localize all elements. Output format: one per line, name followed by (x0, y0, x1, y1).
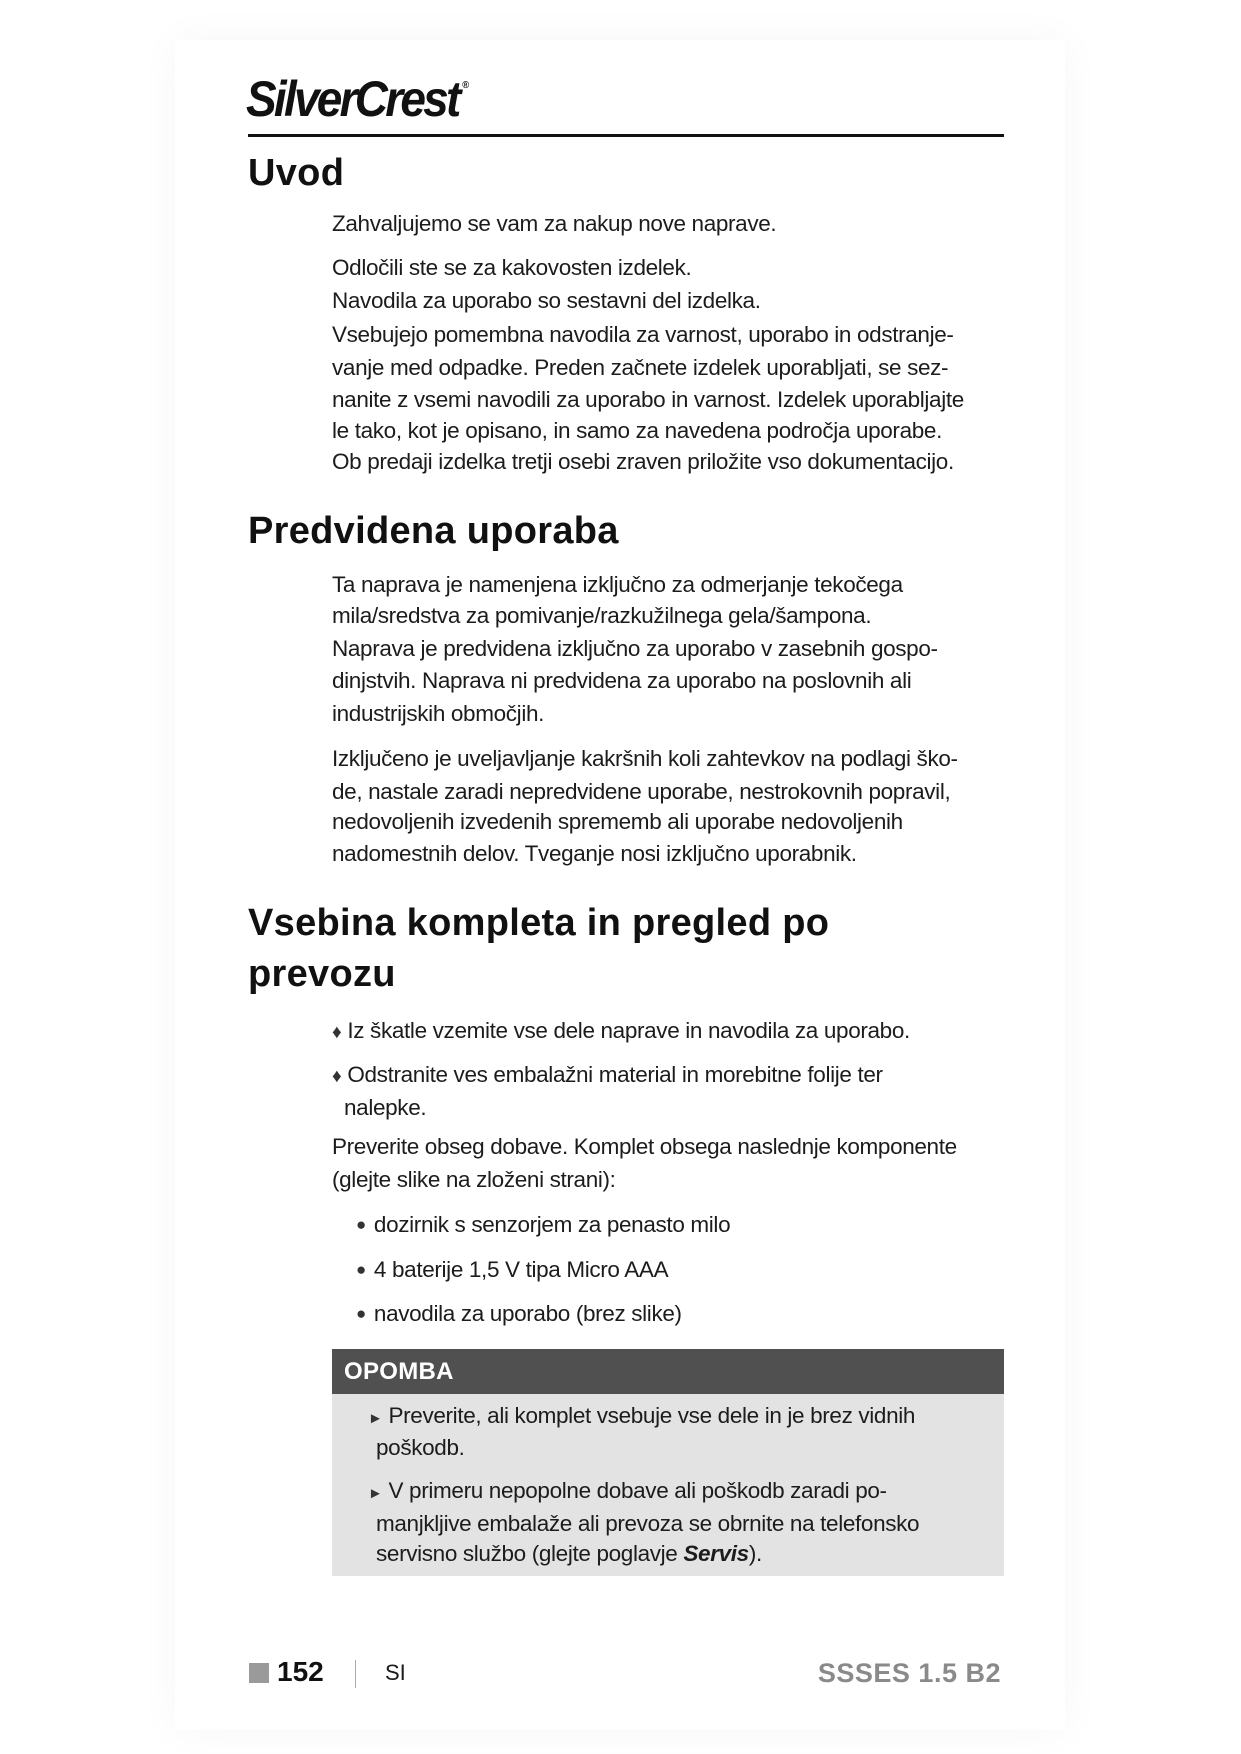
text-line: Navodila za uporabo so sestavni del izdelka. (332, 288, 761, 313)
text-line: de, nastale zaradi nepredvidene uporabe, nestrokovnih popravil, (332, 779, 951, 804)
note-line: ► V primeru nepopolne dobave ali poškodb zaradi po- (368, 1478, 887, 1503)
text-line: Ob predaji izdelka tretji osebi zraven priložite vso dokumentacijo. (332, 449, 954, 474)
component-item: ● navodila za uporabo (brez slike) (356, 1300, 682, 1330)
note-line: servisno službo (glejte poglavje Servis). (376, 1541, 762, 1566)
text-line: industrijskih območjih. (332, 701, 545, 726)
bullet-item: ♦ Odstranite ves embalažni material in morebitne folije ter (332, 1061, 883, 1091)
heading-vsebina-kompleta: Vsebina kompleta in pregled po (248, 902, 830, 944)
arrow-right-icon: ► (368, 1410, 383, 1427)
bullet-item: ♦ Iz škatle vzemite vse dele naprave in navodila za uporabo. (332, 1017, 910, 1047)
text-line: Zahvaljujemo se vam za nakup nove naprave. (332, 211, 777, 236)
servis-reference: Servis (683, 1541, 749, 1566)
note-line: ► Preverite, ali komplet vsebuje vse dele in je brez vidnih (368, 1403, 916, 1428)
page-marker-square (249, 1663, 269, 1683)
bullet-item-cont: nalepke. (344, 1095, 427, 1120)
component-item: ● 4 baterije 1,5 V tipa Micro AAA (356, 1256, 668, 1286)
note-line: poškodb. (376, 1435, 465, 1460)
text-line: mila/sredstva za pomivanje/razkužilnega gela/šampona. (332, 603, 872, 628)
text-line: Preverite obseg dobave. Komplet obsega naslednje komponente (332, 1134, 957, 1159)
model-number: SSSES 1.5 B2 (817, 1658, 1001, 1688)
text-line: le tako, kot je opisano, in samo za navedena področja uporabe. (332, 418, 942, 443)
note-line: manjkljive embalaže ali prevoza se obrnite na telefonsko (376, 1511, 920, 1536)
text-line: Ta naprava je namenjena izključno za odmerjanje tekočega (332, 572, 903, 597)
note-header (332, 1349, 1004, 1394)
language-code: SI (385, 1660, 406, 1685)
header-rule (248, 134, 1004, 137)
text-line: nanite z vsemi navodili za uporabo in varnost. Izdelek uporabljajte (332, 387, 964, 412)
heading-vsebina-kompleta-cont: prevozu (248, 953, 396, 995)
text-line: nedovoljenih izvedenih sprememb ali uporabe nedovoljenih (332, 809, 903, 834)
arrow-right-icon: ► (368, 1485, 383, 1502)
text-line: vanje med odpadke. Preden začnete izdelek uporabljati, se sez- (332, 355, 949, 380)
text-line: Izključeno je uveljavljanje kakršnih koli zahtevkov na podlagi ško- (332, 746, 958, 771)
note-title: OPOMBA (344, 1358, 454, 1385)
page-number: 152 (277, 1656, 324, 1687)
text-line: Odločili ste se za kakovosten izdelek. (332, 255, 692, 280)
text-line: nadomestnih delov. Tveganje nosi izključno uporabnik. (332, 841, 857, 866)
text-line: (glejte slike na zloženi strani): (332, 1167, 616, 1192)
text-line: Naprava je predvidena izključno za uporabo v zasebnih gospo- (332, 636, 938, 661)
component-item: ● dozirnik s senzorjem za penasto milo (356, 1211, 730, 1241)
heading-predvidena-uporaba: Predvidena uporaba (248, 510, 619, 552)
footer-divider (355, 1660, 356, 1688)
silvercrest-logo: SilverCrest ® (246, 71, 470, 127)
heading-uvod: Uvod (248, 152, 345, 194)
text-line: dinjstvih. Naprava ni predvidena za uporabo na poslovnih ali (332, 668, 912, 693)
text-line: Vsebujejo pomembna navodila za varnost, uporabo in odstranje- (332, 322, 954, 347)
